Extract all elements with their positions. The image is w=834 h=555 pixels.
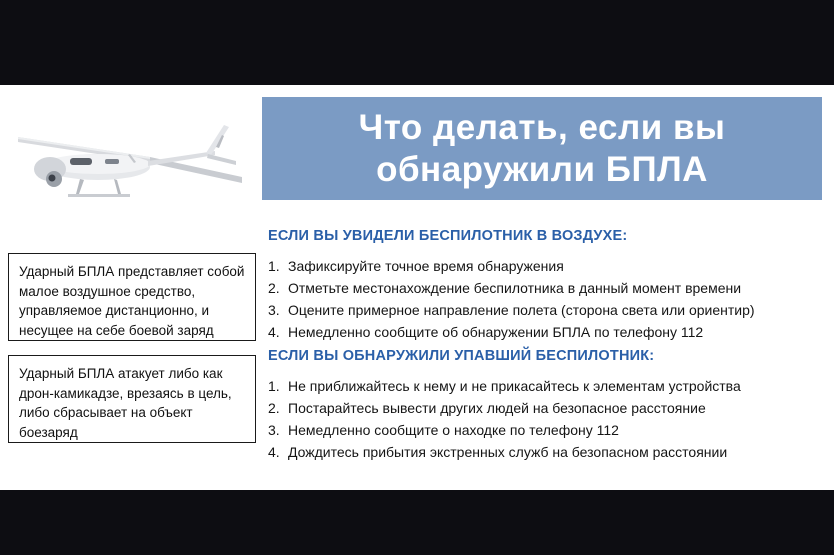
step-text: Немедленно сообщите о находке по телефону 112 [288, 422, 619, 438]
step-text: Оцените примерное направление полета (сторона света или ориентир) [288, 302, 755, 318]
section-drone-in-air [268, 228, 824, 344]
info-box-definition [8, 253, 256, 341]
step-number: 3. [268, 302, 280, 318]
info-box-definition-text: Ударный БПЛА представляет собой малое воздушное средство, управляемое дистанционно, и несущее на себе боевой заряд [19, 264, 245, 338]
list-item [268, 442, 824, 463]
list-item [268, 420, 824, 441]
page-title-line-1: Что делать, если вы [358, 107, 726, 147]
step-text: Немедленно сообщите об обнаружении БПЛА по телефону 112 [288, 324, 704, 340]
step-text: Зафиксируйте точное время обнаружения [288, 258, 564, 274]
drone-illustration [10, 95, 250, 215]
step-number: 2. [268, 280, 280, 296]
step-text: Не приближайтесь к нему и не прикасайтесь к элементам устройства [288, 378, 741, 394]
list-item [268, 322, 824, 343]
section-fallen-drone [268, 348, 824, 464]
info-box-attack-mode-text: Ударный БПЛА атакует либо как дрон-камикадзе, врезаясь в цель, либо сбрасывает на объект боезаряд [19, 366, 232, 440]
steps-list-drone-in-air [268, 256, 824, 343]
step-number: 4. [268, 444, 280, 460]
page-title-line-2: обнаружили БПЛА [376, 149, 708, 189]
section-title-fallen-drone: ЕСЛИ ВЫ ОБНАРУЖИЛИ УПАВШИЙ БЕСПИЛОТНИК: [268, 348, 655, 364]
info-box-attack-mode [8, 355, 256, 443]
list-item [268, 300, 824, 321]
step-text: Постарайтесь вывести других людей на безопасное расстояние [288, 400, 706, 416]
list-item [268, 376, 824, 397]
step-text: Дождитесь прибытия экстренных служб на безопасном расстоянии [288, 444, 728, 460]
step-text: Отметьте местонахождение беспилотника в данный момент времени [288, 280, 742, 296]
step-number: 2. [268, 400, 280, 416]
step-number: 1. [268, 258, 280, 274]
steps-list-fallen-drone [268, 376, 824, 463]
list-item [268, 256, 824, 277]
list-item [268, 398, 824, 419]
step-number: 3. [268, 422, 280, 438]
step-number: 1. [268, 378, 280, 394]
step-number: 4. [268, 324, 280, 340]
poster-title-banner [262, 97, 822, 200]
list-item [268, 278, 824, 299]
section-title-drone-in-air: ЕСЛИ ВЫ УВИДЕЛИ БЕСПИЛОТНИК В ВОЗДУХЕ: [268, 228, 628, 244]
